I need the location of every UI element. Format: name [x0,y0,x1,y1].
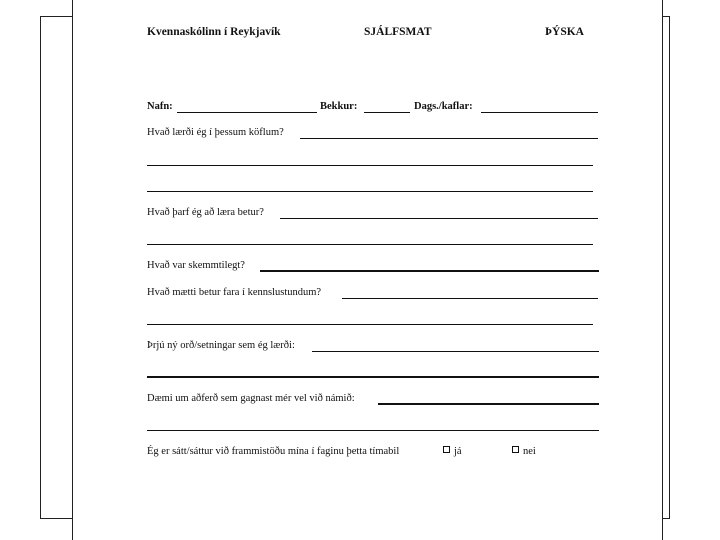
answer-line-method-2[interactable] [147,430,599,431]
answer-line-new-words-2[interactable] [147,376,599,378]
question-new-words: Þrjú ný orð/setningar sem ég lærði: [147,340,295,351]
question-method: Dæmi um aðferð sem gagnast mér vel við námið: [147,393,355,404]
frame-right-outer [669,16,670,518]
frame-right-top [662,16,670,17]
date-field[interactable] [481,112,598,113]
question-fun: Hvað var skemmtilegt? [147,260,245,271]
question-improve: Hvað þarf ég að læra betur? [147,207,264,218]
frame-left-bottom [40,518,73,519]
option-no-label: nei [523,446,536,457]
frame-left-outer [40,16,41,518]
option-no[interactable] [512,446,536,458]
name-field[interactable] [177,112,317,113]
class-label: Bekkur: [320,101,358,112]
answer-line-improve-2[interactable] [147,244,593,245]
answer-line-fun[interactable] [260,270,599,272]
page-title: SJÁLFSMAT [364,26,432,38]
answer-line-method-1[interactable] [378,403,599,405]
answer-line-better-lessons-1[interactable] [342,298,598,299]
frame-left-inner [72,0,73,540]
subject-name: ÞÝSKA [545,26,584,38]
name-label: Nafn: [147,101,173,112]
frame-right-bottom [662,518,670,519]
option-yes-label: já [454,446,462,457]
question-better-lessons: Hvað mætti betur fara í kennslustundum? [147,287,322,298]
no-checkbox[interactable] [512,446,519,453]
answer-line-learned-1[interactable] [300,138,598,139]
yes-checkbox[interactable] [443,446,450,453]
school-name: Kvennaskólinn í Reykjavík [147,26,281,38]
class-field[interactable] [364,112,410,113]
question-satisfied: Ég er sátt/sáttur við frammistöðu mína í faginu þetta tímabil [147,446,400,457]
answer-line-learned-3[interactable] [147,191,593,192]
question-learned: Hvað lærði ég í þessum köflum? [147,127,284,138]
answer-line-improve-1[interactable] [280,218,598,219]
date-label: Dags./kaflar: [414,101,473,112]
answer-line-new-words-1[interactable] [312,351,599,352]
frame-right-inner [662,0,663,540]
option-yes[interactable] [443,446,462,458]
answer-line-learned-2[interactable] [147,165,593,166]
frame-left-top [40,16,73,17]
answer-line-better-lessons-2[interactable] [147,324,593,325]
